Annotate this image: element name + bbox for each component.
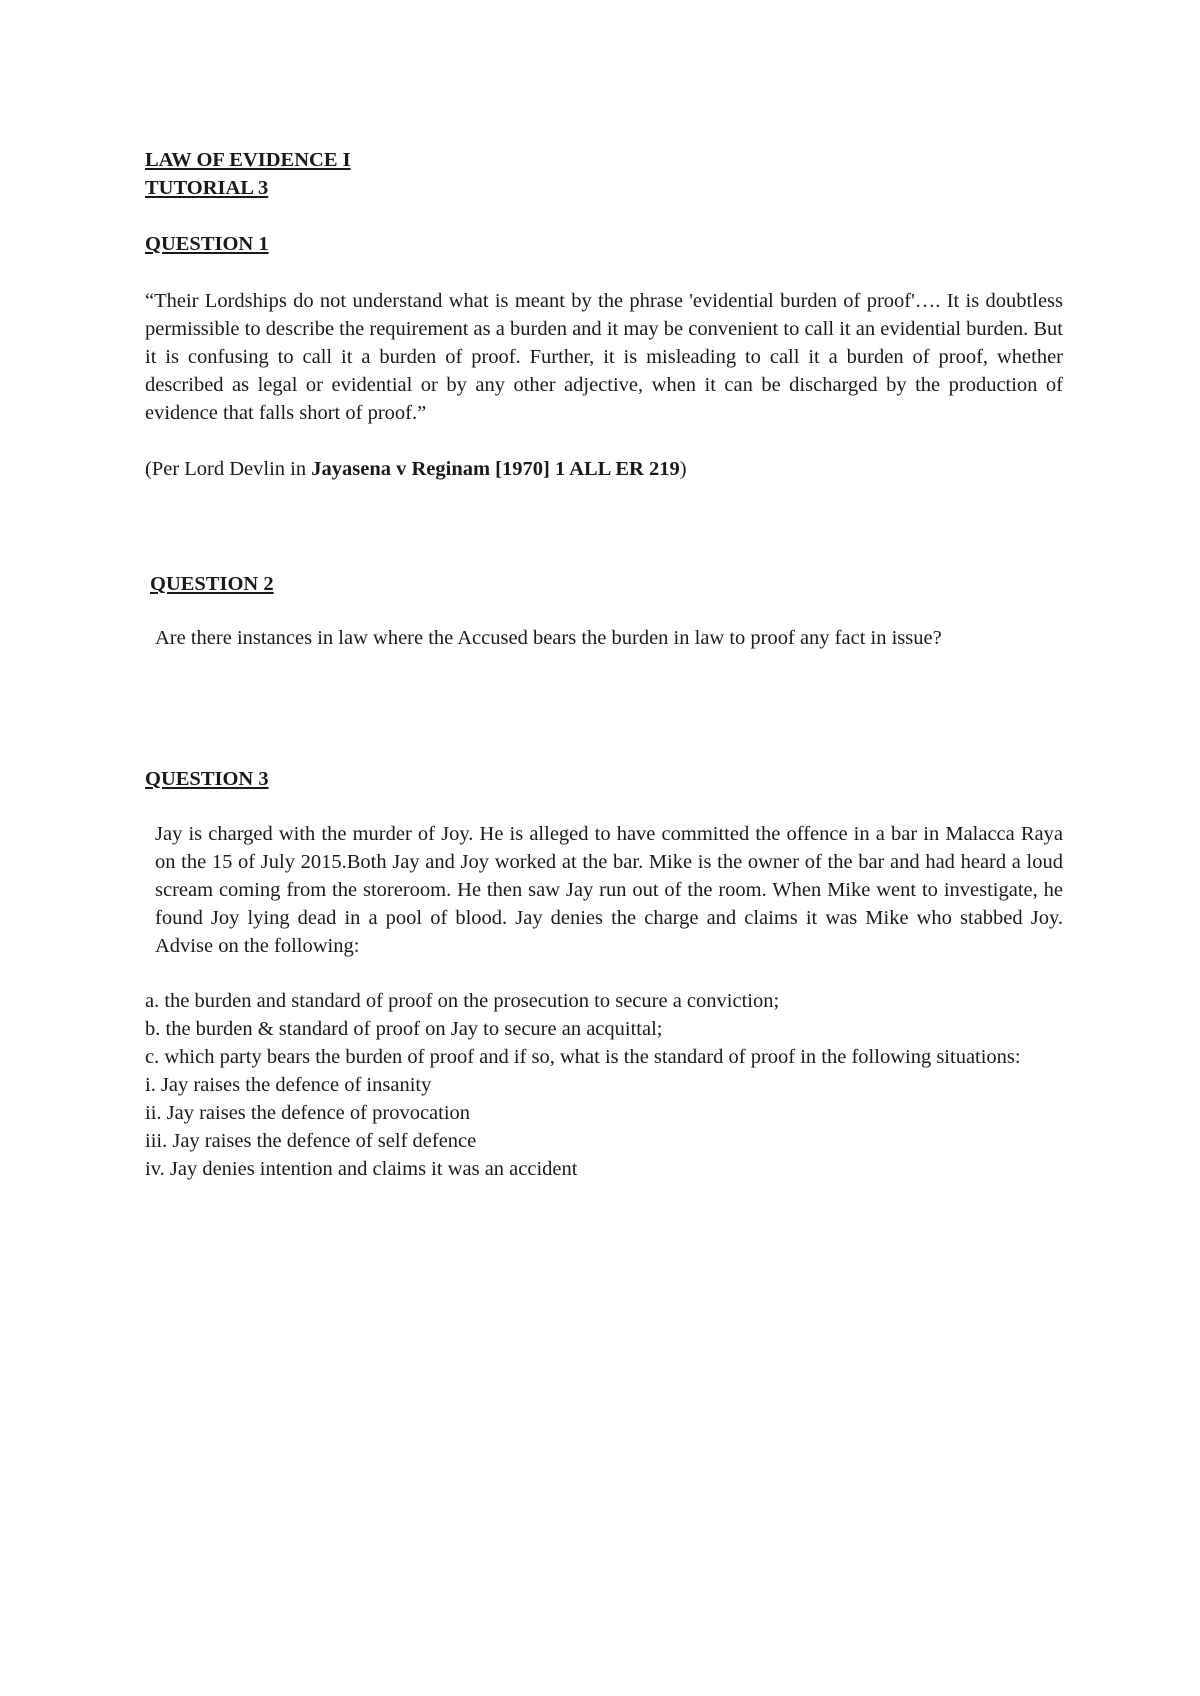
item-c: c. which party bears the burden of proof and if so, what is the standard of proof in the following situations: xyxy=(145,1046,1021,1068)
question-2-block xyxy=(155,624,1063,652)
question-3-heading: QUESTION 3 xyxy=(145,768,269,790)
document-title xyxy=(145,146,1063,202)
citation-case: Jayasena v Reginam [1970] 1 ALL ER 219 xyxy=(311,458,680,480)
question-3-facts: Jay is charged with the murder of Joy. He is alleged to have committed the offence in a bar in Malacca Raya on the 15 of July 2015.Both Jay and Joy worked at the bar. Mike is the owner of the bar and had heard a loud scream coming from the storeroom. He then saw Jay run out of the room. When Mike went to investigate, he found Joy lying dead in a pool of blood. Jay denies the charge and claims it was Mike who stabbed Joy. Advise on the following: xyxy=(155,823,1063,957)
question-2-text: Are there instances in law where the Accused bears the burden in law to proof any fact in issue? xyxy=(155,627,942,649)
item-ii: ii. Jay raises the defence of provocation xyxy=(145,1102,471,1124)
citation-suffix: ) xyxy=(679,458,687,480)
question-1-citation xyxy=(145,455,1063,483)
item-iii: iii. Jay raises the defence of self defence xyxy=(145,1130,477,1152)
question-1-citation-block xyxy=(145,455,1063,483)
question-3-facts-block xyxy=(155,820,1063,960)
question-1-quote-block xyxy=(145,287,1063,427)
question-3-items xyxy=(145,987,1063,1183)
question-2-heading: QUESTION 2 xyxy=(150,573,274,595)
title-line-1: LAW OF EVIDENCE I xyxy=(145,149,351,171)
question-3-heading-block xyxy=(145,765,1063,793)
citation-prefix: (Per Lord Devlin in xyxy=(145,458,312,480)
title-line-2: TUTORIAL 3 xyxy=(145,177,269,199)
question-1-heading-block xyxy=(145,230,1063,258)
item-i: i. Jay raises the defence of insanity xyxy=(145,1074,432,1096)
question-1-quote: “Their Lordships do not understand what is meant by the phrase 'evidential burden of proof'…. It is doubtless permissible to describe the requirement as a burden and it may be convenient to call it an evidential burden. But it is confusing to call it a burden of proof. Further, it is misleading to call it a burden of proof, whether described as legal or evidential or by any other adjective, when it can be discharged by the production of evidence that falls short of proof.” xyxy=(145,290,1063,424)
question-1-heading: QUESTION 1 xyxy=(145,233,269,255)
item-a: a. the burden and standard of proof on the prosecution to secure a conviction; xyxy=(145,990,780,1012)
question-2-heading-block xyxy=(150,570,1063,598)
item-iv: iv. Jay denies intention and claims it was an accident xyxy=(145,1158,578,1180)
item-b: b. the burden & standard of proof on Jay to secure an acquittal; xyxy=(145,1018,663,1040)
